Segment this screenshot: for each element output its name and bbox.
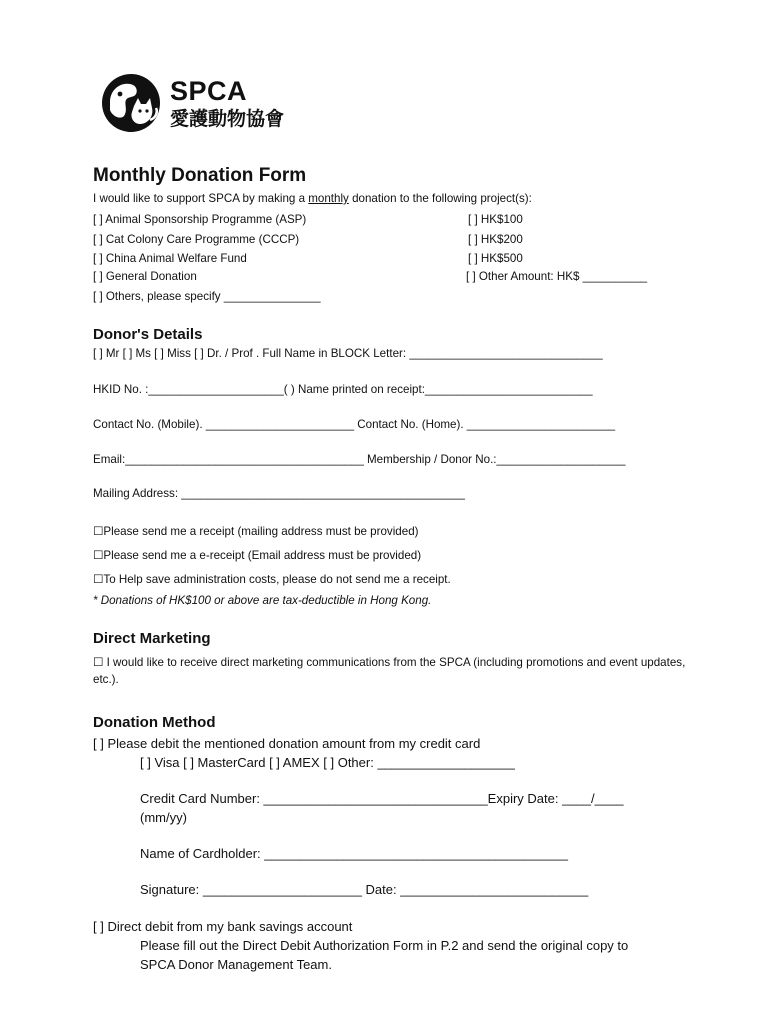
form-title: Monthly Donation Form xyxy=(93,165,307,186)
project-option-others[interactable]: [ ] Others, please specify _______________ xyxy=(93,290,321,303)
project-option-cccp[interactable]: [ ] Cat Colony Care Programme (CCCP) xyxy=(93,233,300,246)
receipt-option-mail[interactable]: ☐Please send me a receipt (mailing address must be provided) xyxy=(93,525,419,538)
hkid-receipt-name-field[interactable]: HKID No. :_____________________( ) Name printed on receipt:__________________________ xyxy=(93,383,593,396)
contact-numbers-field[interactable]: Contact No. (Mobile). _______________________ Contact No. (Home). _______________________ xyxy=(93,418,616,431)
project-option-general[interactable]: [ ] General Donation xyxy=(93,270,197,283)
donor-details-heading: Donor's Details xyxy=(93,326,203,343)
direct-marketing-consent[interactable]: ☐ I would like to receive direct marketing communications from the SPCA (including promotions and event updates, etc.). xyxy=(93,656,686,686)
direct-marketing-heading: Direct Marketing xyxy=(93,630,211,647)
spca-logo xyxy=(100,72,300,134)
expiry-format-hint: (mm/yy) xyxy=(140,810,187,825)
mailing-address-field[interactable]: Mailing Address: ____________________________________________ xyxy=(93,487,465,500)
donation-method-heading: Donation Method xyxy=(93,714,216,731)
donor-title-name-field[interactable]: [ ] Mr [ ] Ms [ ] Miss [ ] Dr. / Prof . Full Name in BLOCK Letter: ______________________________ xyxy=(93,347,603,360)
cardholder-name-field[interactable]: Name of Cardholder: __________________________________________ xyxy=(140,846,568,861)
card-type-options[interactable]: [ ] Visa [ ] MasterCard [ ] AMEX [ ] Other: ___________________ xyxy=(140,755,515,770)
tax-deductible-note: * Donations of HK$100 or above are tax-deductible in Hong Kong. xyxy=(93,594,432,607)
intro-before: I would like to support SPCA by making a xyxy=(93,192,309,205)
project-option-asp[interactable]: [ ] Animal Sponsorship Programme (ASP) xyxy=(93,213,307,226)
project-option-china-fund[interactable]: [ ] China Animal Welfare Fund xyxy=(93,252,247,265)
logo-name-en: SPCA xyxy=(170,76,248,106)
signature-date-field[interactable]: Signature: ______________________ Date: __________________________ xyxy=(140,882,589,897)
bank-debit-option[interactable]: [ ] Direct debit from my bank savings account xyxy=(93,919,353,934)
amount-option-other[interactable]: [ ] Other Amount: HK$ __________ xyxy=(466,270,648,283)
intro-text xyxy=(93,192,532,205)
bank-debit-instruction-1: Please fill out the Direct Debit Authorization Form in P.2 and send the original copy to xyxy=(140,938,629,953)
amount-option-500[interactable]: [ ] HK$500 xyxy=(468,252,523,265)
email-membership-field[interactable]: Email:_____________________________________ Membership / Donor No.:____________________ xyxy=(93,453,626,466)
logo-name-zh: 愛護動物協會 xyxy=(170,108,285,130)
amount-option-100[interactable]: [ ] HK$100 xyxy=(468,213,523,226)
card-number-expiry-field[interactable]: Credit Card Number: _______________________________Expiry Date: ____/____ xyxy=(140,791,624,806)
intro-emphasis: monthly xyxy=(308,192,349,205)
spca-dog-cat-logo-icon xyxy=(100,72,162,134)
intro-after: donation to the following project(s): xyxy=(348,192,532,205)
credit-card-option[interactable]: [ ] Please debit the mentioned donation amount from my credit card xyxy=(93,736,481,751)
receipt-option-email[interactable]: ☐Please send me a e-receipt (Email address must be provided) xyxy=(93,549,422,562)
amount-option-200[interactable]: [ ] HK$200 xyxy=(468,233,523,246)
bank-debit-instruction-2: SPCA Donor Management Team. xyxy=(140,957,332,972)
receipt-option-none[interactable]: ☐To Help save administration costs, please do not send me a receipt. xyxy=(93,573,451,586)
